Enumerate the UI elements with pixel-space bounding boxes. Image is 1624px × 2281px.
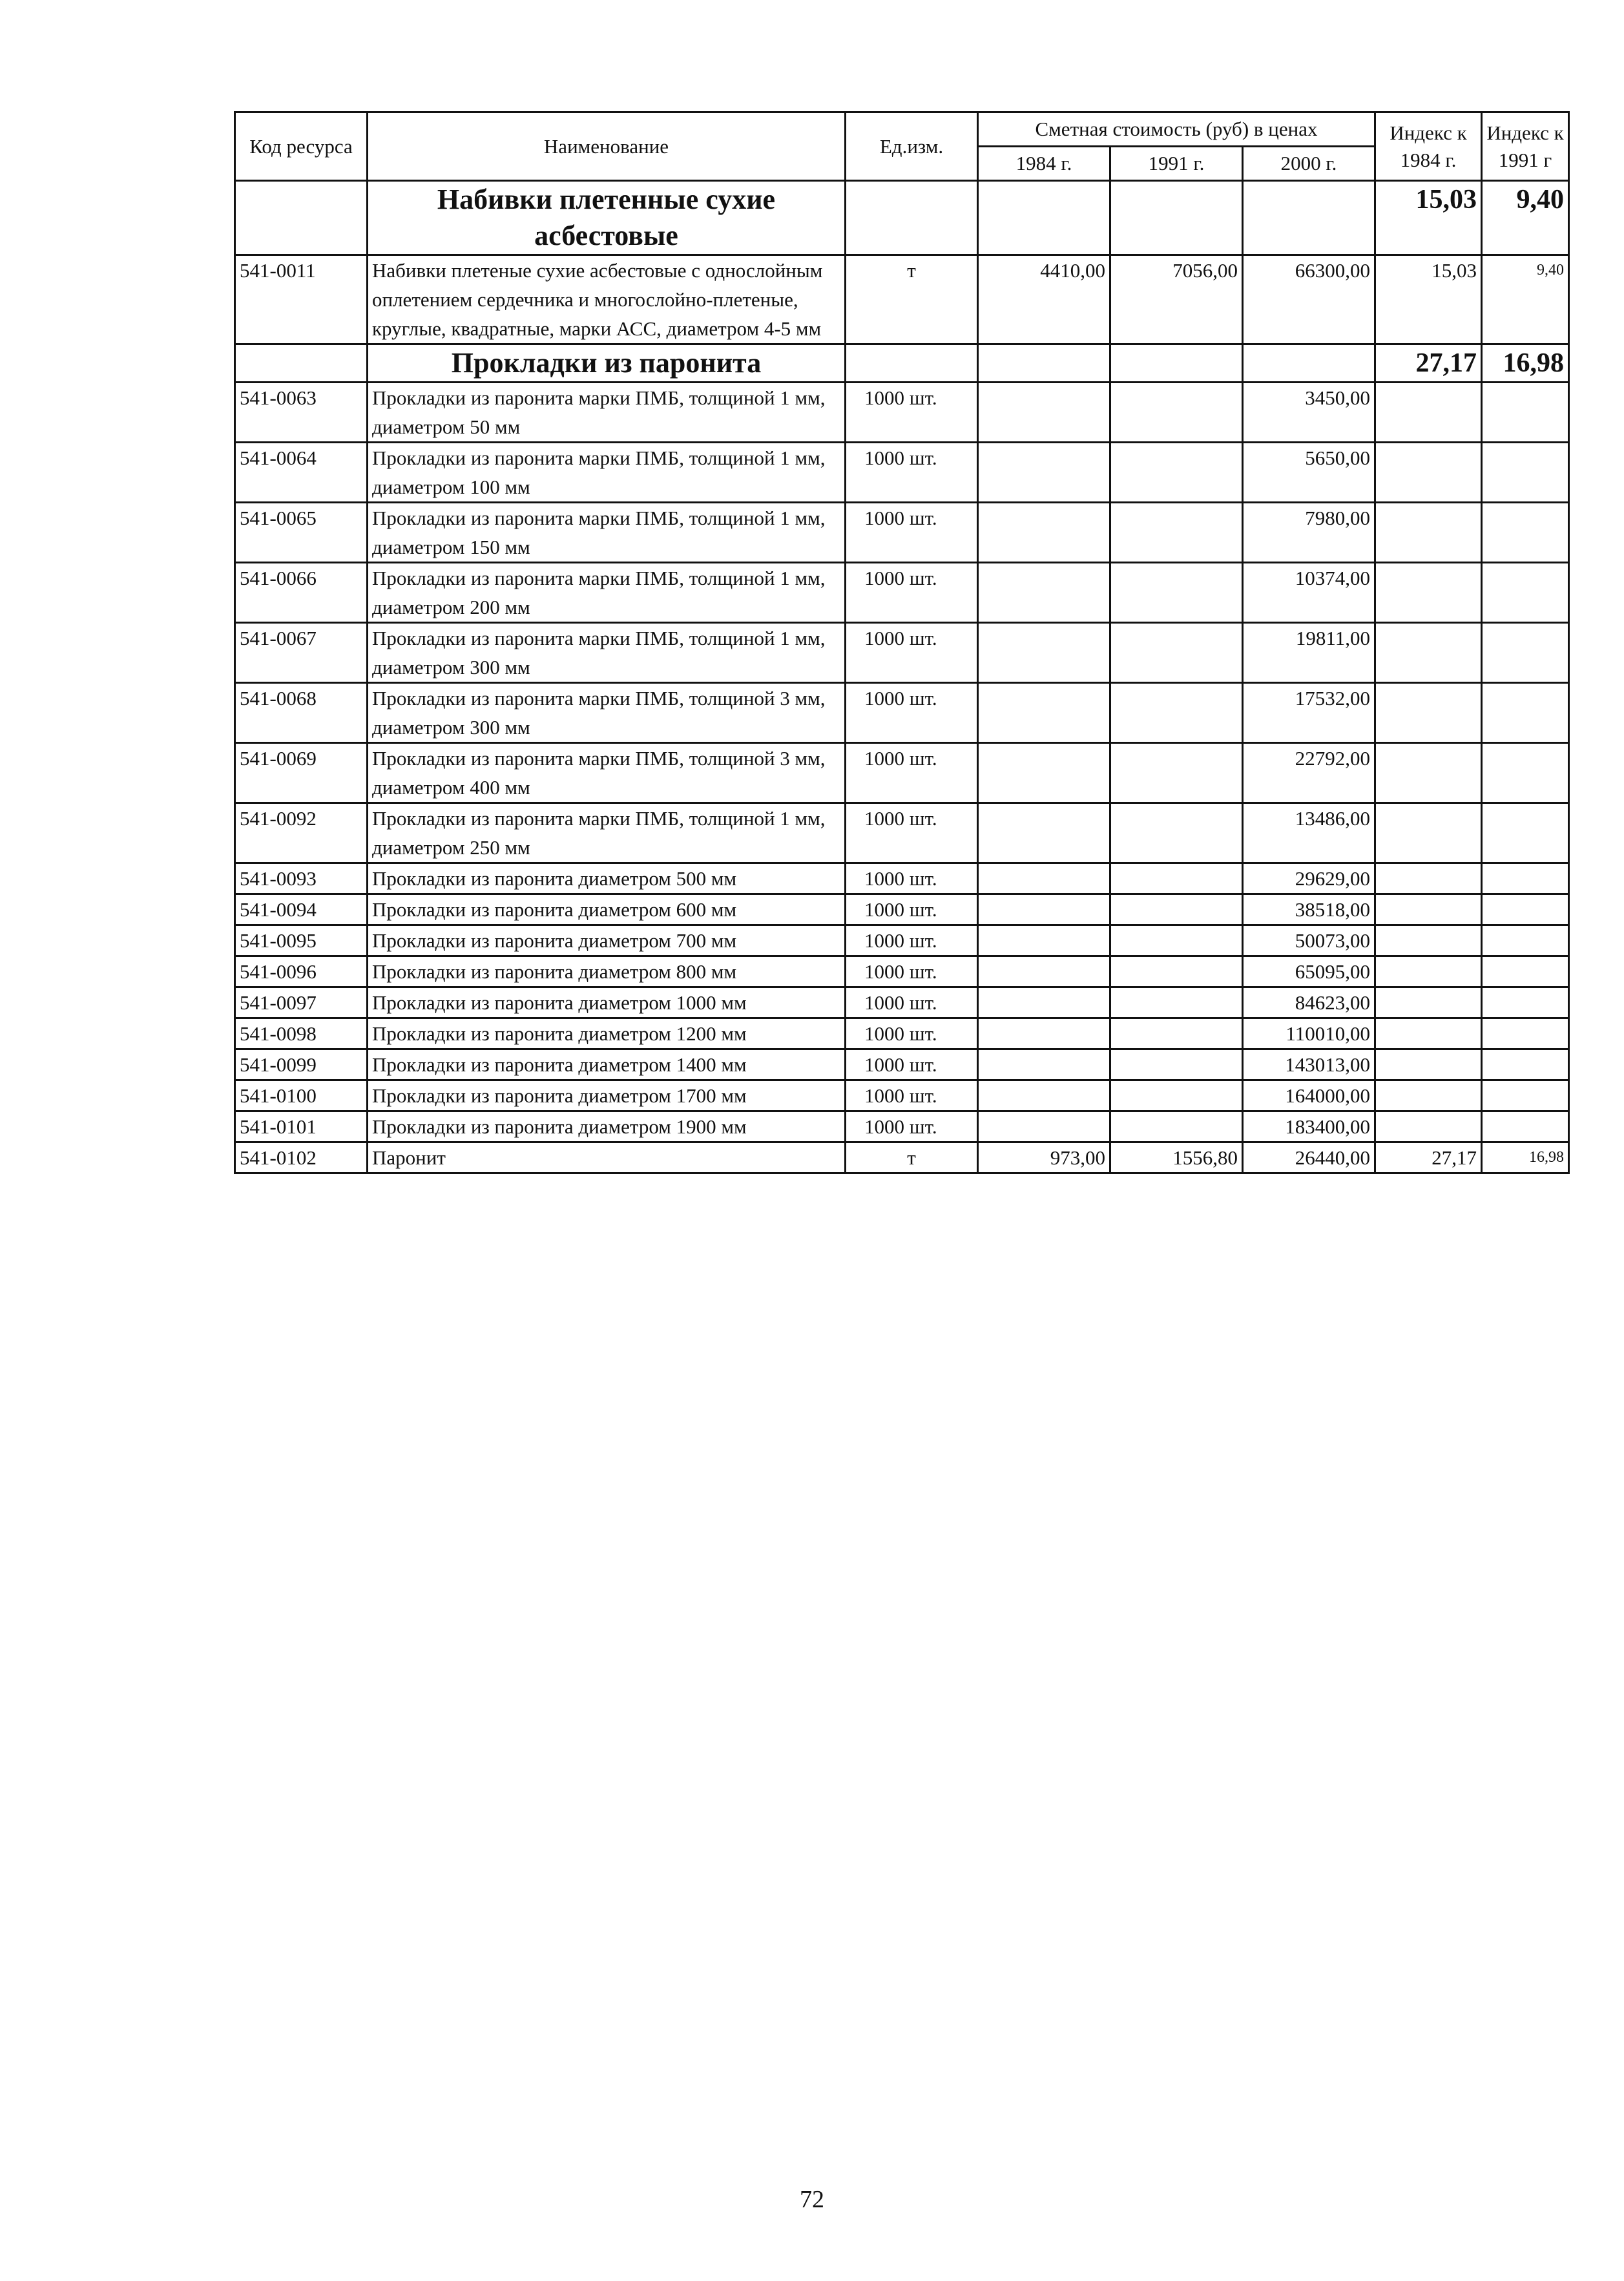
- price-2000: 164000,00: [1243, 1080, 1375, 1111]
- price-1991: [1110, 1018, 1243, 1049]
- index-1984: 15,03: [1375, 255, 1482, 344]
- resource-code: 541-0097: [235, 987, 368, 1018]
- price-1984: [978, 987, 1110, 1018]
- resource-unit: 1000 шт.: [846, 683, 978, 743]
- price-1984: [978, 1049, 1110, 1080]
- resource-name: Прокладки из паронита марки ПМБ, толщиной 1 мм, диаметром 100 мм: [368, 443, 846, 503]
- resource-code: 541-0096: [235, 956, 368, 987]
- table-row: [235, 563, 1569, 623]
- table-row: [235, 956, 1569, 987]
- table-row: [235, 503, 1569, 563]
- empty-cell: [1243, 181, 1375, 255]
- resource-name: Прокладки из паронита диаметром 1200 мм: [368, 1018, 846, 1049]
- document-sheet: [234, 111, 1570, 1174]
- resource-name: Прокладки из паронита марки ПМБ, толщиной 1 мм, диаметром 200 мм: [368, 563, 846, 623]
- index-1991: 16,98: [1482, 1142, 1569, 1173]
- resource-code: 541-0066: [235, 563, 368, 623]
- price-1984: [978, 563, 1110, 623]
- empty-cell: [846, 344, 978, 383]
- resource-name: Прокладки из паронита марки ПМБ, толщиной 1 мм, диаметром 300 мм: [368, 623, 846, 683]
- index-1991: [1482, 563, 1569, 623]
- price-2000: 38518,00: [1243, 894, 1375, 925]
- index-1984: [1375, 383, 1482, 443]
- index-1991: [1482, 503, 1569, 563]
- resource-code: 541-0064: [235, 443, 368, 503]
- section-code-cell: [235, 344, 368, 383]
- table-row: [235, 1142, 1569, 1173]
- resource-name: Прокладки из паронита диаметром 1000 мм: [368, 987, 846, 1018]
- resource-name: Прокладки из паронита марки ПМБ, толщиной 3 мм, диаметром 300 мм: [368, 683, 846, 743]
- table-row: [235, 1018, 1569, 1049]
- price-2000: 29629,00: [1243, 863, 1375, 894]
- table-row: [235, 987, 1569, 1018]
- price-1984: [978, 623, 1110, 683]
- section-code-cell: [235, 181, 368, 255]
- index-1984: [1375, 563, 1482, 623]
- index-1991: 9,40: [1482, 255, 1569, 344]
- resource-code: 541-0094: [235, 894, 368, 925]
- price-1984: [978, 894, 1110, 925]
- resource-unit: 1000 шт.: [846, 563, 978, 623]
- header-year-2000: 2000 г.: [1243, 147, 1375, 181]
- resource-name: Прокладки из паронита диаметром 1400 мм: [368, 1049, 846, 1080]
- price-2000: 17532,00: [1243, 683, 1375, 743]
- price-1984: [978, 743, 1110, 803]
- resource-code: 541-0068: [235, 683, 368, 743]
- page-number: 72: [800, 2186, 824, 2213]
- price-1991: 1556,80: [1110, 1142, 1243, 1173]
- resource-unit: 1000 шт.: [846, 503, 978, 563]
- index-1984: [1375, 956, 1482, 987]
- resource-unit: 1000 шт.: [846, 863, 978, 894]
- price-2000: 84623,00: [1243, 987, 1375, 1018]
- price-1984: [978, 1111, 1110, 1142]
- index-1984: [1375, 894, 1482, 925]
- price-1984: [978, 683, 1110, 743]
- table-row: [235, 863, 1569, 894]
- index-1984: [1375, 503, 1482, 563]
- resource-code: 541-0100: [235, 1080, 368, 1111]
- empty-cell: [846, 181, 978, 255]
- table-row: [235, 803, 1569, 863]
- price-2000: 10374,00: [1243, 563, 1375, 623]
- header-cost-group: Сметная стоимость (руб) в ценах: [978, 112, 1375, 147]
- price-1984: [978, 1018, 1110, 1049]
- index-1984: [1375, 925, 1482, 956]
- section-index-1984: 27,17: [1375, 344, 1482, 383]
- index-1991: [1482, 743, 1569, 803]
- empty-cell: [1110, 181, 1243, 255]
- resource-name: Прокладки из паронита диаметром 600 мм: [368, 894, 846, 925]
- resource-unit: 1000 шт.: [846, 987, 978, 1018]
- price-1984: [978, 1080, 1110, 1111]
- index-1991: [1482, 443, 1569, 503]
- table-row: [235, 925, 1569, 956]
- index-1991: [1482, 987, 1569, 1018]
- resource-code: 541-0067: [235, 623, 368, 683]
- price-1991: [1110, 503, 1243, 563]
- empty-cell: [978, 181, 1110, 255]
- price-2000: 5650,00: [1243, 443, 1375, 503]
- price-1984: [978, 925, 1110, 956]
- index-1984: [1375, 1111, 1482, 1142]
- index-1991: [1482, 863, 1569, 894]
- table-body: [235, 181, 1569, 1142]
- index-1991: [1482, 1049, 1569, 1080]
- index-1984: [1375, 623, 1482, 683]
- price-2000: 22792,00: [1243, 743, 1375, 803]
- price-2000: 3450,00: [1243, 383, 1375, 443]
- resource-unit: 1000 шт.: [846, 925, 978, 956]
- index-1991: [1482, 683, 1569, 743]
- price-1991: 7056,00: [1110, 255, 1243, 344]
- resource-code: 541-0095: [235, 925, 368, 956]
- price-2000: 110010,00: [1243, 1018, 1375, 1049]
- index-1984: [1375, 803, 1482, 863]
- resource-code: 541-0069: [235, 743, 368, 803]
- table-footer-rows: [235, 1142, 1569, 1173]
- price-1991: [1110, 1111, 1243, 1142]
- price-1984: [978, 383, 1110, 443]
- price-1991: [1110, 1080, 1243, 1111]
- price-1991: [1110, 443, 1243, 503]
- price-2000: 143013,00: [1243, 1049, 1375, 1080]
- resource-code: 541-0063: [235, 383, 368, 443]
- resource-code: 541-0099: [235, 1049, 368, 1080]
- section-title: Прокладки из паронита: [368, 344, 846, 383]
- price-1984: [978, 503, 1110, 563]
- price-1984: [978, 956, 1110, 987]
- price-1991: [1110, 563, 1243, 623]
- price-1984: [978, 803, 1110, 863]
- section-index-1984: 15,03: [1375, 181, 1482, 255]
- resource-code: 541-0101: [235, 1111, 368, 1142]
- resource-name: Прокладки из паронита марки ПМБ, толщиной 3 мм, диаметром 400 мм: [368, 743, 846, 803]
- header-unit: Ед.изм.: [846, 112, 978, 181]
- section-row: [235, 181, 1569, 255]
- price-2000: 66300,00: [1243, 255, 1375, 344]
- price-2000: 65095,00: [1243, 956, 1375, 987]
- index-1991: [1482, 803, 1569, 863]
- resource-name: Прокладки из паронита диаметром 1900 мм: [368, 1111, 846, 1142]
- section-index-1991: 16,98: [1482, 344, 1569, 383]
- section-index-1991: 9,40: [1482, 181, 1569, 255]
- resource-unit: т: [846, 255, 978, 344]
- resource-name: Прокладки из паронита марки ПМБ, толщиной 1 мм, диаметром 250 мм: [368, 803, 846, 863]
- header-code: Код ресурса: [235, 112, 368, 181]
- section-title: Набивки плетенные сухие асбестовые: [368, 181, 846, 255]
- resource-unit: 1000 шт.: [846, 1080, 978, 1111]
- price-1991: [1110, 925, 1243, 956]
- table-row: [235, 383, 1569, 443]
- index-1984: [1375, 863, 1482, 894]
- table-row: [235, 443, 1569, 503]
- price-1991: [1110, 623, 1243, 683]
- price-1991: [1110, 803, 1243, 863]
- resource-name: Прокладки из паронита диаметром 500 мм: [368, 863, 846, 894]
- price-1991: [1110, 743, 1243, 803]
- resource-unit: 1000 шт.: [846, 443, 978, 503]
- index-1991: [1482, 894, 1569, 925]
- index-1991: [1482, 383, 1569, 443]
- resource-code: 541-0011: [235, 255, 368, 344]
- index-1991: [1482, 1111, 1569, 1142]
- resource-code: 541-0093: [235, 863, 368, 894]
- index-1991: [1482, 1080, 1569, 1111]
- resource-code: 541-0098: [235, 1018, 368, 1049]
- resource-code: 541-0102: [235, 1142, 368, 1173]
- empty-cell: [1110, 344, 1243, 383]
- resource-unit: 1000 шт.: [846, 623, 978, 683]
- resource-name: Прокладки из паронита диаметром 800 мм: [368, 956, 846, 987]
- empty-cell: [978, 344, 1110, 383]
- index-1984: [1375, 743, 1482, 803]
- price-1991: [1110, 1049, 1243, 1080]
- index-1984: [1375, 1018, 1482, 1049]
- index-1991: [1482, 925, 1569, 956]
- resource-name: Прокладки из паронита марки ПМБ, толщиной 1 мм, диаметром 150 мм: [368, 503, 846, 563]
- price-1991: [1110, 863, 1243, 894]
- price-2000: 26440,00: [1243, 1142, 1375, 1173]
- header-year-1991: 1991 г.: [1110, 147, 1243, 181]
- resource-name: Прокладки из паронита диаметром 1700 мм: [368, 1080, 846, 1111]
- resource-price-table: [234, 111, 1570, 1174]
- table-header: [235, 112, 1569, 181]
- price-1991: [1110, 683, 1243, 743]
- resource-unit: т: [846, 1142, 978, 1173]
- index-1991: [1482, 623, 1569, 683]
- price-1991: [1110, 894, 1243, 925]
- resource-code: 541-0065: [235, 503, 368, 563]
- price-2000: 7980,00: [1243, 503, 1375, 563]
- index-1984: [1375, 683, 1482, 743]
- empty-cell: [1243, 344, 1375, 383]
- resource-name: Паронит: [368, 1142, 846, 1173]
- price-1984: [978, 443, 1110, 503]
- resource-unit: 1000 шт.: [846, 1018, 978, 1049]
- table-row: [235, 683, 1569, 743]
- resource-name: Набивки плетеные сухие асбестовые с однослойным оплетением сердечника и многослойно-плетеные, круглые, квадратные, марки АСС, диаметром 4-5 мм: [368, 255, 846, 344]
- price-1991: [1110, 383, 1243, 443]
- price-1991: [1110, 956, 1243, 987]
- index-1991: [1482, 1018, 1569, 1049]
- header-index-1991: Индекс к 1991 г: [1482, 112, 1569, 181]
- section-row: [235, 344, 1569, 383]
- price-1984: [978, 863, 1110, 894]
- price-1984: 973,00: [978, 1142, 1110, 1173]
- price-1984: 4410,00: [978, 255, 1110, 344]
- table-row: [235, 1080, 1569, 1111]
- price-2000: 183400,00: [1243, 1111, 1375, 1142]
- index-1991: [1482, 956, 1569, 987]
- index-1984: [1375, 443, 1482, 503]
- resource-unit: 1000 шт.: [846, 894, 978, 925]
- resource-unit: 1000 шт.: [846, 1111, 978, 1142]
- price-2000: 13486,00: [1243, 803, 1375, 863]
- resource-unit: 1000 шт.: [846, 803, 978, 863]
- resource-unit: 1000 шт.: [846, 383, 978, 443]
- table-row: [235, 255, 1569, 344]
- resource-code: 541-0092: [235, 803, 368, 863]
- index-1984: [1375, 1049, 1482, 1080]
- header-year-1984: 1984 г.: [978, 147, 1110, 181]
- header-index-1984: Индекс к 1984 г.: [1375, 112, 1482, 181]
- resource-unit: 1000 шт.: [846, 956, 978, 987]
- resource-unit: 1000 шт.: [846, 1049, 978, 1080]
- price-1991: [1110, 987, 1243, 1018]
- table-row: [235, 894, 1569, 925]
- resource-name: Прокладки из паронита диаметром 700 мм: [368, 925, 846, 956]
- resource-unit: 1000 шт.: [846, 743, 978, 803]
- header-name: Наименование: [368, 112, 846, 181]
- table-row: [235, 1049, 1569, 1080]
- resource-name: Прокладки из паронита марки ПМБ, толщиной 1 мм, диаметром 50 мм: [368, 383, 846, 443]
- price-2000: 50073,00: [1243, 925, 1375, 956]
- table-row: [235, 623, 1569, 683]
- index-1984: 27,17: [1375, 1142, 1482, 1173]
- index-1984: [1375, 987, 1482, 1018]
- index-1984: [1375, 1080, 1482, 1111]
- table-row: [235, 1111, 1569, 1142]
- price-2000: 19811,00: [1243, 623, 1375, 683]
- table-row: [235, 743, 1569, 803]
